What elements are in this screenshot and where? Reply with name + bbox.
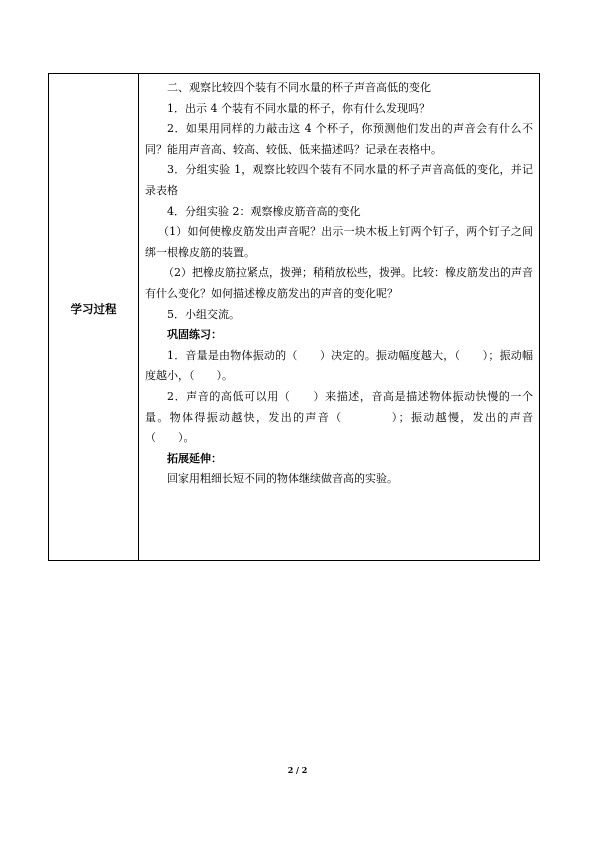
column-divider xyxy=(138,74,139,560)
paragraph-heading: 二、观察比较四个装有不同水量的杯子声音高低的变化 xyxy=(167,81,431,94)
page-number: 2 / 2 xyxy=(287,765,308,775)
content-cell xyxy=(145,78,533,490)
practice-question: 2．声音的高低可以用（ ）来描述，音高是描述物体振动快慢的一个量。物体得振动越快，发出的声音（ ）；振动越慢，发出的声音（ ）。 xyxy=(145,389,533,445)
paragraph-subitem: （2）把橡皮筋拉紧点，拨弹；稍稍放松些，拨弹。比较：橡皮筋发出的声音有什么变化？如何描述橡皮筋发出的声音的变化呢？ xyxy=(145,266,533,300)
practice-question: 1．音量是由物体振动的（ ）决定的。振动幅度越大，（ ）；振动幅度越小，（ ）。 xyxy=(145,348,533,383)
paragraph-item: 3．分组实验 1，观察比较四个装有不同水量的杯子声音高低的变化，并记录表格 xyxy=(145,163,533,197)
paragraph-item: 1．出示 4 个装有不同水量的杯子，你有什么发现吗？ xyxy=(167,101,430,115)
section-label: 学习过程 xyxy=(70,302,117,316)
extension-heading: 拓展延伸： xyxy=(167,451,222,465)
paragraph-item: 2．如果用同样的力敲击这 4 个杯子，你预测他们发出的声音会有什么不同？能用声音高、较高、较低、低来描述吗？记录在表格中。 xyxy=(145,122,533,156)
label-cell xyxy=(49,74,138,560)
paragraph-subitem: （1）如何使橡皮筋发出声音呢？出示一块木板上钉两个钉子，两个钉子之间绑一根橡皮筋的装置。 xyxy=(145,225,533,259)
paragraph-item: 5．小组交流。 xyxy=(167,307,240,321)
paragraph-item: 4．分组实验 2：观察橡皮筋音高的变化 xyxy=(167,204,361,218)
lesson-table xyxy=(48,73,540,561)
practice-heading: 巩固练习： xyxy=(167,328,222,342)
extension-text: 回家用粗细长短不同的物体继续做音高的实验。 xyxy=(167,472,398,486)
